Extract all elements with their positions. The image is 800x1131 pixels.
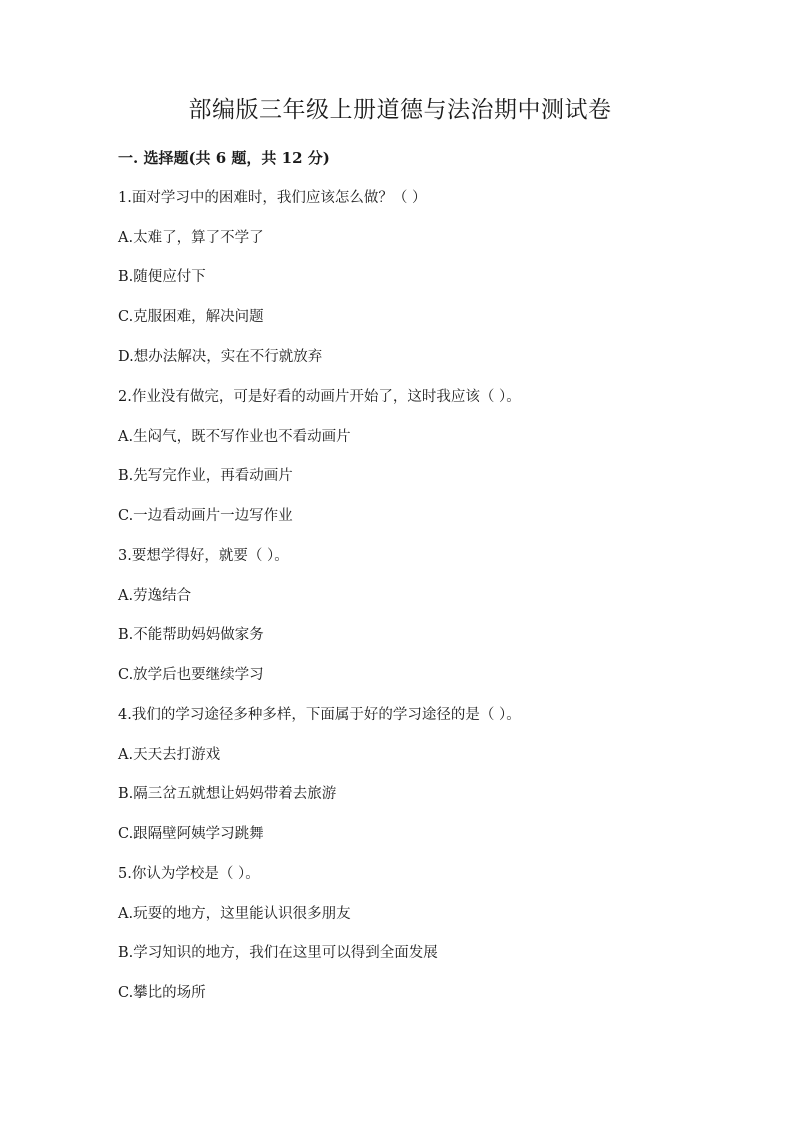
question-1: 1.面对学习中的困难时，我们应该怎么做？（ ） (118, 190, 427, 206)
option-5-b: B.学习知识的地方，我们在这里可以得到全面发展 (118, 945, 438, 961)
option-2-c: C.一边看动画片一边写作业 (118, 508, 293, 524)
option-4-c: C.跟隔壁阿姨学习跳舞 (118, 826, 264, 842)
option-1-b: B.随便应付下 (118, 269, 206, 285)
question-2: 2.作业没有做完，可是好看的动画片开始了，这时我应该（ ）。 (118, 389, 521, 405)
page-title: 部编版三年级上册道德与法治期中测试卷 (188, 97, 612, 123)
option-4-a: A.天天去打游戏 (118, 747, 221, 763)
section-heading: 一. 选择题(共 6 题，共 12 分) (118, 149, 330, 167)
option-2-a: A.生闷气，既不写作业也不看动画片 (118, 429, 351, 445)
question-5: 5.你认为学校是（ ）。 (118, 866, 260, 882)
question-4: 4.我们的学习途径多种多样，下面属于好的学习途径的是（ ）。 (118, 707, 521, 723)
question-3: 3.要想学得好，就要（ ）。 (118, 548, 289, 564)
option-3-b: B.不能帮助妈妈做家务 (118, 627, 264, 643)
option-5-c: C.攀比的场所 (118, 985, 206, 1001)
option-1-a: A.太难了，算了不学了 (118, 230, 264, 246)
option-1-c: C.克服困难，解决问题 (118, 309, 264, 325)
option-4-b: B.隔三岔五就想让妈妈带着去旅游 (118, 786, 337, 802)
option-3-c: C.放学后也要继续学习 (118, 667, 264, 683)
option-1-d: D.想办法解决，实在不行就放弃 (118, 349, 323, 365)
option-2-b: B.先写完作业，再看动画片 (118, 468, 293, 484)
option-5-a: A.玩耍的地方，这里能认识很多朋友 (118, 906, 351, 922)
option-3-a: A.劳逸结合 (118, 588, 192, 604)
